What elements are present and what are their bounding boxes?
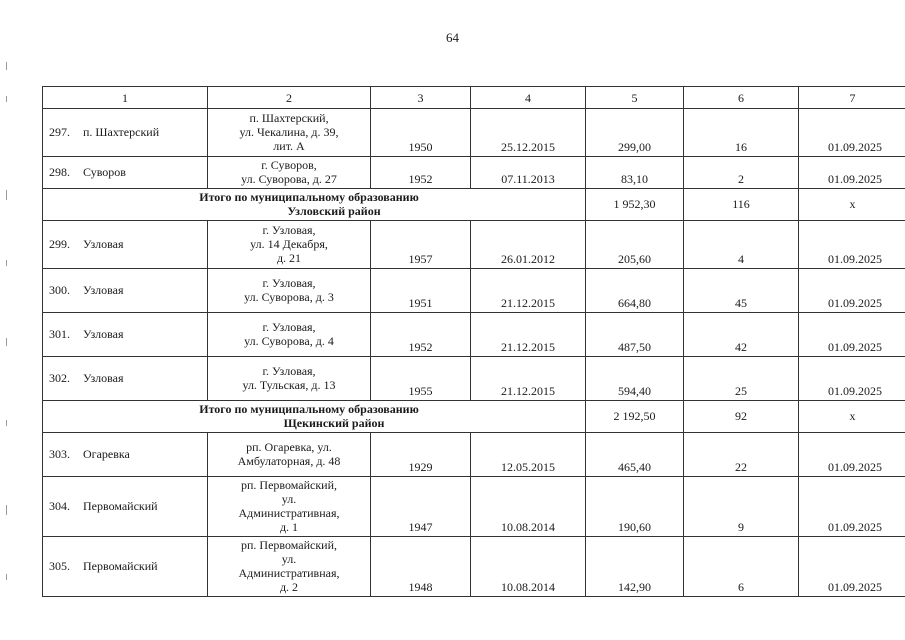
address-line: д. 21 [276,251,302,265]
table-row [43,477,905,537]
locality-cell [43,313,208,357]
locality-name: Первомайский [83,559,158,573]
total-label-line2: Узловский район [287,204,381,218]
address-line: г. Узловая, [262,276,316,290]
locality-cell [43,269,208,313]
row-number: 302. [49,371,70,385]
col-header-7: 7 [799,87,905,109]
year-cell: 1957 [371,221,471,269]
table-row [43,221,905,269]
locality-name: п. Шахтерский [83,125,160,139]
total-label-line2: Щекинский район [283,416,385,430]
total-count-cell: 116 [684,189,799,221]
count-cell: 2 [684,157,799,189]
row-number: 303. [49,447,70,461]
address-line: ул. Тульская, д. 13 [242,378,336,392]
deadline-cell: 01.09.2025 [799,357,905,401]
table-row [43,433,905,477]
table-row [43,357,905,401]
total-count-cell: 92 [684,401,799,433]
address-cell [208,477,371,537]
address-line: д. 1 [279,520,299,534]
address-line: г. Узловая, [262,364,316,378]
total-row [43,401,905,433]
count-cell: 9 [684,477,799,537]
deadline-cell: 01.09.2025 [799,313,905,357]
total-mark-cell: х [799,401,905,433]
table-body [43,87,905,597]
count-cell: 25 [684,357,799,401]
locality-name: Узловая [83,371,124,385]
address-cell [208,269,371,313]
address-line: Административная, [238,506,340,520]
year-cell: 1955 [371,357,471,401]
total-label-cell [43,189,586,221]
locality-cell [43,157,208,189]
address-line: ул. Суворова, д. 27 [241,172,337,186]
count-cell: 22 [684,433,799,477]
count-cell: 16 [684,109,799,157]
address-cell [208,313,371,357]
locality-name: Узловая [83,283,124,297]
row-number: 300. [49,283,70,297]
address-line: г. Суворов, [261,158,317,172]
address-line: Административная, [238,566,340,580]
count-cell: 6 [684,537,799,597]
area-cell: 664,80 [586,269,684,313]
locality-name: Узловая [83,327,124,341]
area-cell: 190,60 [586,477,684,537]
count-cell: 42 [684,313,799,357]
area-cell: 594,40 [586,357,684,401]
table-row [43,157,905,189]
address-line: г. Узловая, [262,223,316,237]
deadline-cell: 01.09.2025 [799,221,905,269]
locality-cell [43,221,208,269]
year-cell: 1950 [371,109,471,157]
row-number: 301. [49,327,70,341]
col-header-4: 4 [471,87,586,109]
address-cell [208,109,371,157]
col-header-2: 2 [208,87,371,109]
year-cell: 1951 [371,269,471,313]
address-line: д. 2 [279,580,299,594]
address-cell [208,357,371,401]
address-line: ул. [281,492,297,506]
col-header-1: 1 [43,87,208,109]
address-line: рп. Огаревка, ул. [246,440,332,454]
year-cell: 1952 [371,313,471,357]
year-cell: 1947 [371,477,471,537]
area-cell: 205,60 [586,221,684,269]
row-number: 299. [49,237,70,251]
total-label-line1: Итого по муниципальному образованию [199,402,419,416]
locality-cell [43,537,208,597]
table-row [43,269,905,313]
page-number: 64 [446,30,459,45]
address-line: ул. Суворова, д. 4 [244,334,334,348]
address-line: п. Шахтерский, [249,111,329,125]
address-line: рп. Первомайский, [240,538,338,552]
total-mark-cell: х [799,189,905,221]
area-cell: 142,90 [586,537,684,597]
date-cell: 21.12.2015 [471,357,586,401]
deadline-cell: 01.09.2025 [799,157,905,189]
table-row [43,313,905,357]
year-cell: 1929 [371,433,471,477]
address-line: ул. [281,552,297,566]
area-cell: 83,10 [586,157,684,189]
address-line: рп. Первомайский, [240,478,338,492]
deadline-cell: 01.09.2025 [799,477,905,537]
address-line: лит. А [273,139,305,153]
register-table [42,86,905,597]
deadline-cell: 01.09.2025 [799,269,905,313]
locality-cell [43,357,208,401]
address-line: ул. Чекалина, д. 39, [239,125,339,139]
address-cell [208,157,371,189]
date-cell: 25.12.2015 [471,109,586,157]
deadline-cell: 01.09.2025 [799,537,905,597]
address-line: Амбулаторная, д. 48 [237,454,341,468]
date-cell: 21.12.2015 [471,269,586,313]
address-line: ул. Суворова, д. 3 [244,290,334,304]
date-cell: 10.08.2014 [471,537,586,597]
date-cell: 21.12.2015 [471,313,586,357]
locality-name: Суворов [83,165,126,179]
address-cell [208,221,371,269]
address-cell [208,433,371,477]
row-number: 305. [49,559,70,573]
year-cell: 1952 [371,157,471,189]
locality-cell [43,109,208,157]
address-line: г. Узловая, [262,320,316,334]
row-number: 304. [49,499,70,513]
total-area-cell: 2 192,50 [586,401,684,433]
locality-name: Узловая [83,237,124,251]
total-area-cell: 1 952,30 [586,189,684,221]
header-row [43,87,905,109]
date-cell: 10.08.2014 [471,477,586,537]
address-cell [208,537,371,597]
col-header-5: 5 [586,87,684,109]
year-cell: 1948 [371,537,471,597]
col-header-3: 3 [371,87,471,109]
date-cell: 26.01.2012 [471,221,586,269]
locality-cell [43,433,208,477]
address-line: ул. 14 Декабря, [250,237,328,251]
table-row [43,109,905,157]
table-row [43,537,905,597]
row-number: 298. [49,165,70,179]
deadline-cell: 01.09.2025 [799,433,905,477]
area-cell: 487,50 [586,313,684,357]
deadline-cell: 01.09.2025 [799,109,905,157]
total-row [43,189,905,221]
total-label-cell [43,401,586,433]
area-cell: 465,40 [586,433,684,477]
col-header-6: 6 [684,87,799,109]
locality-name: Первомайский [83,499,158,513]
row-number: 297. [49,125,70,139]
scan-margin-marks [6,0,10,640]
date-cell: 07.11.2013 [471,157,586,189]
locality-name: Огаревка [83,447,130,461]
count-cell: 45 [684,269,799,313]
count-cell: 4 [684,221,799,269]
locality-cell [43,477,208,537]
total-label-line1: Итого по муниципальному образованию [199,190,419,204]
date-cell: 12.05.2015 [471,433,586,477]
area-cell: 299,00 [586,109,684,157]
